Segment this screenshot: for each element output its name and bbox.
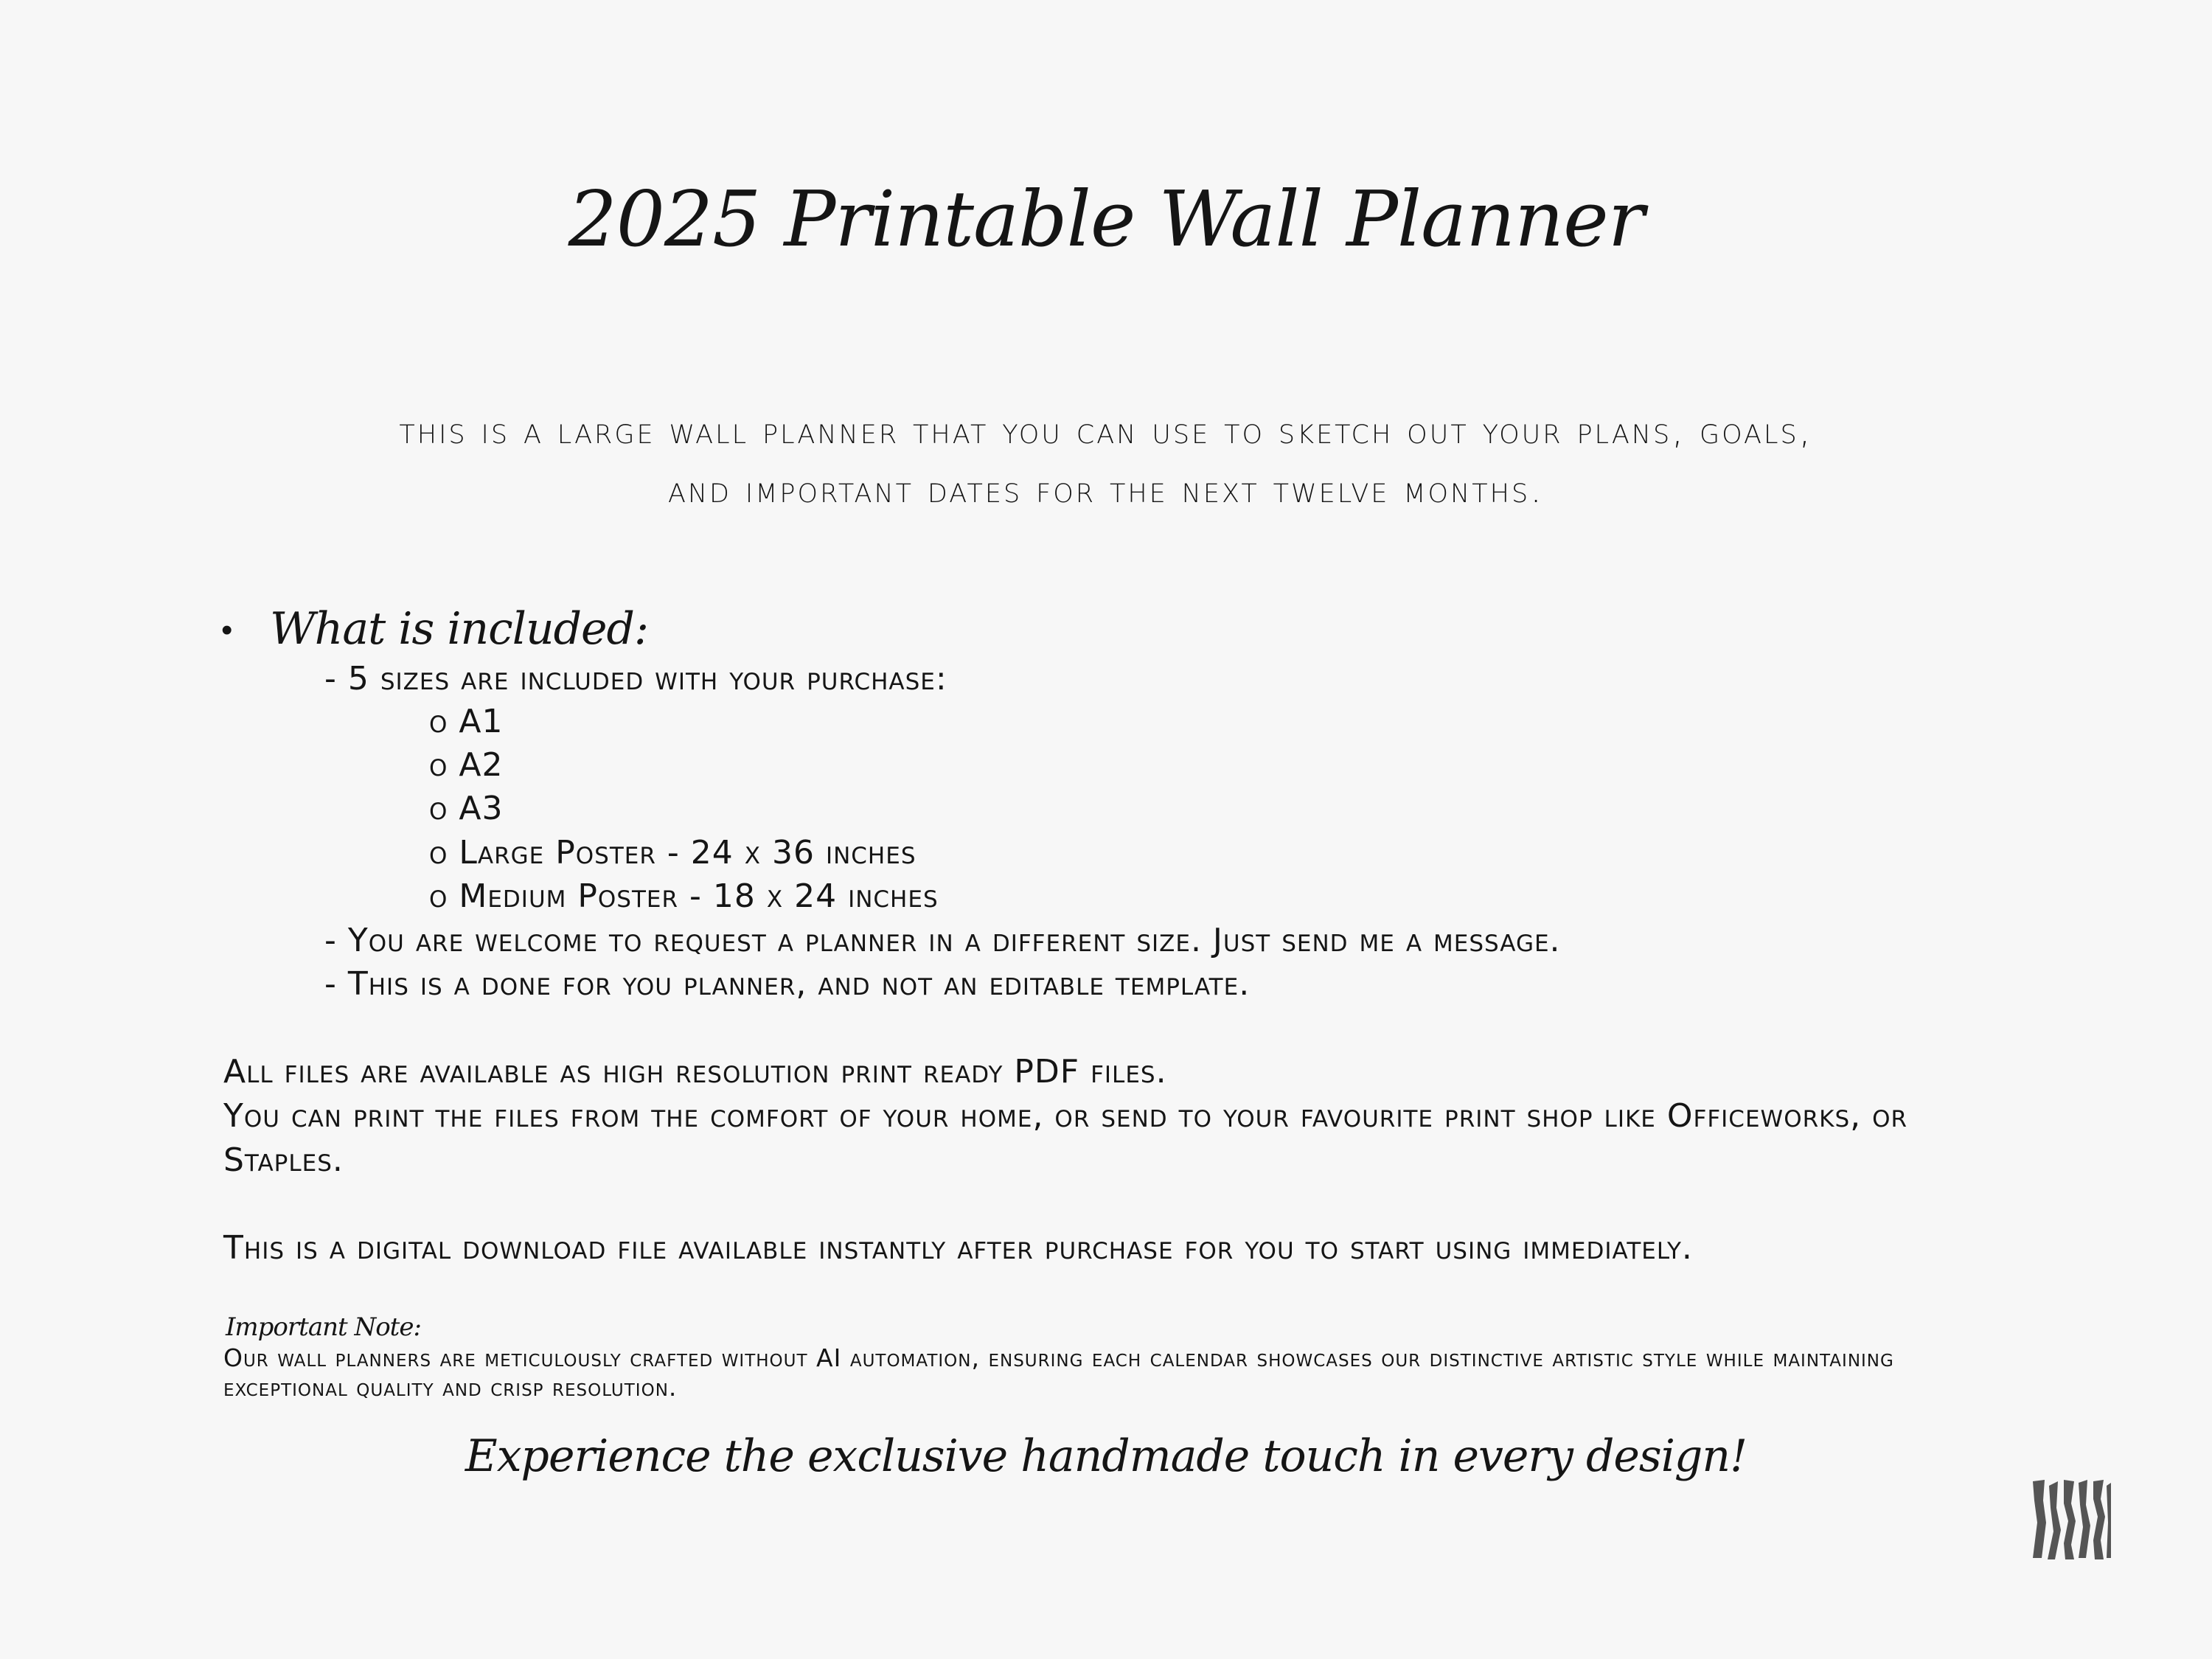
files-line-2: You can print the files from the comfort of your home, or send to your favourite print shop like Officeworks, or [223, 1097, 1908, 1135]
bullet-icon: • [221, 612, 233, 648]
request-note: - You are welcome to request a planner in a different size. Just send me a message. [324, 922, 1561, 959]
zebra-stripes-logo-icon [2031, 1478, 2112, 1561]
size-option: o Medium Poster - 18 x 24 inches [429, 877, 939, 915]
size-option: o Large Poster - 24 x 36 inches [429, 834, 917, 872]
size-option: o A3 [429, 790, 504, 827]
included-heading: What is included: [270, 603, 649, 655]
download-note: This is a digital download file available instantly after purchase for you to start using immediately. [223, 1229, 1693, 1267]
size-option: o A2 [429, 746, 504, 784]
intro-line-2: and important dates for the next twelve months. [667, 468, 1545, 511]
page-title: 2025 Printable Wall Planner [568, 174, 1644, 264]
closing-tagline: Experience the exclusive handmade touch in every design! [465, 1430, 1747, 1482]
files-line-3: Staples. [223, 1141, 344, 1179]
files-line-1: All files are available as high resolution print ready PDF files. [223, 1053, 1167, 1091]
important-note-body: Our wall planners are meticulously crafted without AI automation, ensuring each calendar showcases our distinctive artistic style while maintaining exceptional quality and crisp resolution. [223, 1343, 1894, 1402]
done-note: - This is a done for you planner, and not an editable template. [324, 965, 1251, 1003]
sizes-intro: - 5 sizes are included with your purchase: [324, 660, 947, 698]
size-option: o A1 [429, 703, 504, 740]
important-note-label: Important Note: [226, 1312, 421, 1342]
intro-paragraph [221, 401, 1991, 519]
intro-line-1: this is a large wall planner that you can use to sketch out your plans, goals, [399, 409, 1813, 452]
